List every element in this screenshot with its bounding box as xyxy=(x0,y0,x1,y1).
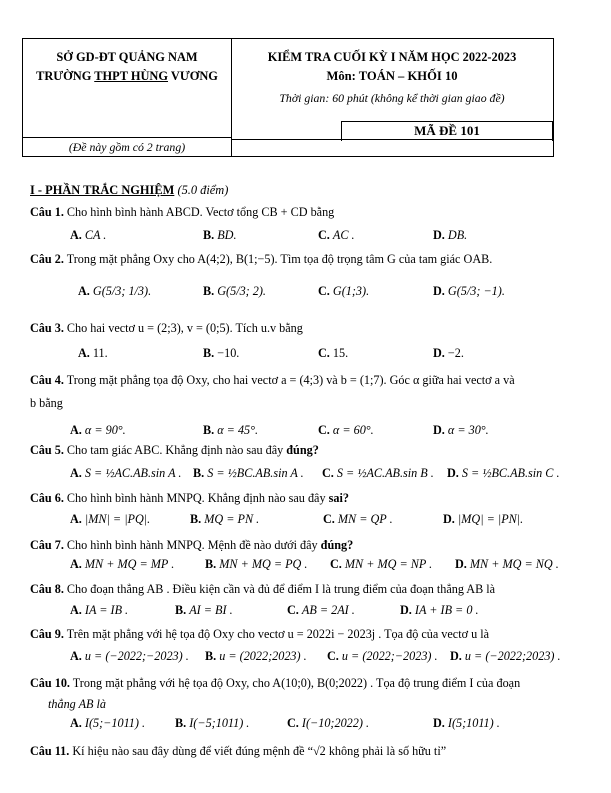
q4-option-b[interactable]: B. α = 45°. xyxy=(203,423,259,437)
question-4-cont: b bằng xyxy=(30,396,63,410)
q1-option-a[interactable]: A. CA . xyxy=(70,228,107,242)
q9-option-a[interactable]: A. u = (−2022;−2023) . xyxy=(70,649,189,663)
q10-option-d[interactable]: D. I(5;1011) . xyxy=(433,716,500,730)
question-4: Câu 4. Trong mặt phẳng tọa độ Oxy, cho hai vectơ a = (4;3) và b = (1;7). Góc α giữa hai vectơ a và xyxy=(30,373,515,387)
time-note: Thời gian: 60 phút (không kể thời gian giao đề) xyxy=(279,91,505,105)
q6-option-a[interactable]: A. |MN| = |PQ|. xyxy=(70,512,151,526)
q4-option-c[interactable]: C. α = 60°. xyxy=(318,423,374,437)
q4-option-a[interactable]: A. α = 90°. xyxy=(70,423,126,437)
q10-option-c[interactable]: C. I(−10;2022) . xyxy=(287,716,370,730)
section-title: I - PHẦN TRẮC NGHIỆM (5.0 điểm) xyxy=(30,183,229,197)
q10-option-b[interactable]: B. I(−5;1011) . xyxy=(175,716,250,730)
question-10-cont: thẳng AB là xyxy=(48,697,107,711)
q7-option-a[interactable]: A. MN + MQ = MP . xyxy=(70,557,175,571)
q8-option-d[interactable]: D. IA + IB = 0 . xyxy=(400,603,479,617)
q8-option-c[interactable]: C. AB = 2AI . xyxy=(287,603,355,617)
exam-code: MÃ ĐỀ 101 xyxy=(414,123,480,138)
q9-option-b[interactable]: B. u = (2022;2023) . xyxy=(205,649,307,663)
subject: Môn: TOÁN – KHỐI 10 xyxy=(326,69,458,83)
q2-option-b[interactable]: B. G(5/3; 2). xyxy=(203,284,266,298)
q3-option-a[interactable]: A. 11. xyxy=(78,346,108,360)
q4-option-d[interactable]: D. α = 30°. xyxy=(433,423,489,437)
question-9: Câu 9. Trên mặt phẳng với hệ tọa độ Oxy cho vectơ u = 2022i − 2023j . Tọa độ của vectơ u là xyxy=(30,627,490,641)
q7-option-c[interactable]: C. MN + MQ = NP . xyxy=(330,557,433,571)
q3-option-b[interactable]: B. −10. xyxy=(203,346,240,360)
q3-option-c[interactable]: C. 15. xyxy=(318,346,349,360)
question-7: Câu 7. Cho hình bình hành MNPQ. Mệnh đề nào dưới đây đúng? xyxy=(30,538,354,552)
q1-option-b[interactable]: B. BD. xyxy=(203,228,237,242)
q5-option-a[interactable]: A. S = ½AC.AB.sin A . xyxy=(70,466,182,480)
question-8: Câu 8. Cho đoạn thẳng AB . Điều kiện cần và đủ để điểm I là trung điểm của đoạn thẳng AB là xyxy=(30,582,496,596)
page-count-note: (Đề này gồm có 2 trang) xyxy=(68,140,186,154)
q6-option-b[interactable]: B. MQ = PN . xyxy=(190,512,260,526)
question-2: Câu 2. Trong mặt phẳng Oxy cho A(4;2), B(1;−5). Tìm tọa độ trọng tâm G của tam giác OAB. xyxy=(30,252,493,266)
q8-option-b[interactable]: B. AI = BI . xyxy=(175,603,233,617)
q7-option-d[interactable]: D. MN + MQ = NQ . xyxy=(455,557,559,571)
q5-option-c[interactable]: C. S = ½AC.AB.sin B . xyxy=(322,466,434,480)
q9-option-c[interactable]: C. u = (2022;−2023) . xyxy=(327,649,438,663)
q2-option-d[interactable]: D. G(5/3; −1). xyxy=(433,284,505,298)
q9-option-d[interactable]: D. u = (−2022;2023) . xyxy=(450,649,561,663)
q6-option-c[interactable]: C. MN = QP . xyxy=(323,512,393,526)
question-5: Câu 5. Cho tam giác ABC. Khẳng định nào sau đây đúng? xyxy=(30,443,319,457)
question-11: Câu 11. Kí hiệu nào sau đây dùng để viết đúng mệnh đề “√2 không phải là số hữu tỉ” xyxy=(30,744,447,758)
q7-option-b[interactable]: B. MN + MQ = PQ . xyxy=(205,557,308,571)
header-rule-left xyxy=(23,137,231,138)
exam-title: KIỂM TRA CUỐI KỲ I NĂM HỌC 2022-2023 xyxy=(267,50,517,64)
q1-option-d[interactable]: D. DB. xyxy=(433,228,468,242)
q5-option-d[interactable]: D. S = ½BC.AB.sin C . xyxy=(447,466,560,480)
department-name: SỞ GD-ĐT QUẢNG NAM xyxy=(56,50,198,64)
q10-option-a[interactable]: A. I(5;−1011) . xyxy=(70,716,146,730)
question-3: Câu 3. Cho hai vectơ u = (2;3), v = (0;5). Tích u.v bằng xyxy=(30,321,303,335)
question-10: Câu 10. Trong mặt phẳng với hệ tọa độ Oxy, cho A(10;0), B(0;2022) . Tọa độ trung điểm I của đoạn xyxy=(30,676,521,690)
question-6: Câu 6. Cho hình bình hành MNPQ. Khẳng định nào sau đây sai? xyxy=(30,491,349,505)
question-1: Câu 1. Cho hình bình hành ABCD. Vectơ tổng CB + CD bằng xyxy=(30,205,335,219)
exam-header xyxy=(22,38,554,157)
school-name: TRƯỜNG THPT HÙNG VƯƠNG xyxy=(36,69,218,83)
q2-option-c[interactable]: C. G(1;3). xyxy=(318,284,370,298)
q2-option-a[interactable]: A. G(5/3; 1/3). xyxy=(78,284,152,298)
q5-option-b[interactable]: B. S = ½BC.AB.sin A . xyxy=(193,466,304,480)
q1-option-c[interactable]: C. AC . xyxy=(318,228,355,242)
q3-option-d[interactable]: D. −2. xyxy=(433,346,464,360)
q6-option-d[interactable]: D. |MQ| = |PN|. xyxy=(443,512,524,526)
q8-option-a[interactable]: A. IA = IB . xyxy=(70,603,129,617)
